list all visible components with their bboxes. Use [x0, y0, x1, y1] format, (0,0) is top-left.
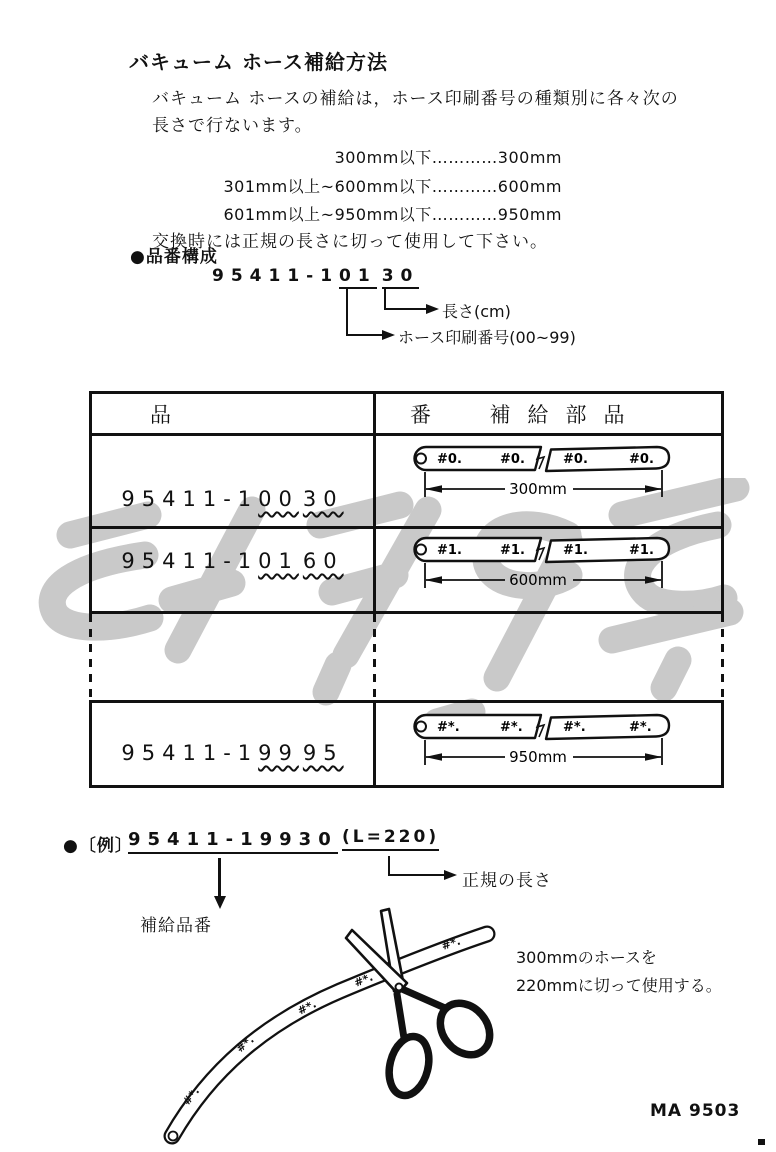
- scissors-illustration: [140, 903, 510, 1152]
- hose-marking: #0.: [629, 452, 654, 467]
- row3-part-group2: 95: [302, 741, 344, 765]
- table-border-right-dashed: [721, 614, 724, 700]
- supply-part-label: 補給品番: [140, 916, 212, 936]
- dim-arrow-right: [645, 753, 662, 761]
- page-title: バキューム ホース補給方法: [129, 50, 388, 74]
- table-rule-row2: [89, 611, 724, 614]
- example-length-value: [342, 827, 439, 847]
- dim-arrow-left: [425, 485, 442, 493]
- hose-end-opening: [169, 1132, 178, 1141]
- hose-marking: #1.: [437, 543, 462, 558]
- table-border-bottom: [89, 785, 724, 788]
- dim-arrow-left: [425, 576, 442, 584]
- print-no-connector-horizontal: [346, 334, 382, 336]
- table-border-right-lower: [721, 700, 724, 788]
- example-length-value-text: (L=220): [342, 827, 439, 851]
- regular-length-vertical: [388, 856, 390, 876]
- regular-length-label: 正規の長さ: [462, 871, 552, 891]
- row2-part-group2: 60: [302, 549, 344, 573]
- table-header-col2: 補給部品: [489, 402, 642, 427]
- dimension-label: 600mm: [509, 571, 567, 589]
- svg-text:#*.: #*.: [295, 997, 319, 1018]
- length-arrow-icon: [426, 304, 439, 314]
- regular-length-arrow-icon: [444, 870, 457, 880]
- dimension-label: 950mm: [509, 748, 567, 766]
- svg-text:#*.: #*.: [233, 1033, 257, 1056]
- row2-part-prefix: 95411-1: [121, 549, 259, 573]
- example-bullet: ●〔例〕: [63, 836, 133, 856]
- hose-marking: #*.: [500, 720, 523, 735]
- hose-diagram-row3: [405, 713, 680, 771]
- intro-line-2: 長さで行ないます。: [152, 116, 313, 136]
- length-label: 長さ(cm): [442, 302, 511, 321]
- length-rule-1: 300mm以下…………300mm: [334, 148, 562, 167]
- table-rule-row1: [89, 526, 724, 529]
- header-hinban-right: 番: [410, 402, 431, 427]
- hose-marking: #1.: [563, 543, 588, 558]
- scissors-ring-2: [383, 1032, 434, 1099]
- print-number-label: ホース印刷番号(00~99): [398, 328, 576, 347]
- hose-marking: #1.: [500, 543, 525, 558]
- table-row2-part-number: [92, 549, 373, 573]
- row2-part-group1: 01: [258, 549, 299, 573]
- length-rule-list: [200, 144, 562, 230]
- intro-line-1: バキューム ホースの補給は，ホース印刷番号の種類別に各々次の: [152, 89, 679, 109]
- hose-marking: #*.: [629, 720, 652, 735]
- example-part-number: [128, 829, 338, 850]
- scissors-handle-shaft-2: [397, 994, 404, 1038]
- parts-table: [89, 391, 724, 788]
- hose-end-opening: [416, 454, 426, 464]
- row3-part-group1: 99: [258, 741, 299, 765]
- print-no-arrow-icon: [382, 330, 395, 340]
- table-column-divider-lower: [373, 700, 376, 788]
- scan-corner-mark: [758, 1139, 765, 1145]
- table-row1-part-number: [92, 487, 373, 511]
- svg-text:#*.: #*.: [352, 970, 375, 990]
- table-column-divider-dashed: [373, 614, 376, 700]
- hose-marking: #*.: [437, 720, 460, 735]
- part-structure-heading: ●品番構成: [130, 247, 218, 267]
- table-header-rule: [89, 433, 724, 436]
- hose-diagram-row1: [405, 445, 680, 503]
- hose-marking: #0.: [437, 452, 462, 467]
- header-hinban-left: 品: [150, 402, 171, 427]
- hose-marking: #0.: [500, 452, 525, 467]
- table-rule-gap: [89, 700, 724, 703]
- doc-code: MA 9503: [650, 1101, 741, 1121]
- hose-marking: #0.: [563, 452, 588, 467]
- part-structure-number: [212, 266, 419, 286]
- part-structure-prefix: 95411-1: [212, 266, 340, 286]
- row3-part-prefix: 95411-1: [121, 741, 259, 765]
- example-part-number-text: 95411-19930: [128, 829, 338, 854]
- hose-diagram-row2: [405, 536, 680, 594]
- length-connector-vertical: [384, 288, 386, 310]
- dimension-label: 300mm: [509, 480, 567, 498]
- row1-part-group1: 00: [258, 487, 299, 511]
- example-arrow-vertical: [218, 858, 221, 898]
- hose-end-opening: [416, 545, 426, 555]
- svg-text:#*.: #*.: [439, 934, 463, 953]
- part-structure-length-digits: 30: [382, 266, 420, 289]
- scissors-pivot: [396, 984, 403, 991]
- length-rule-2: 301mm以上~600mm以下…………600mm: [223, 176, 562, 196]
- part-structure-print-digits: 01: [339, 266, 377, 289]
- print-no-connector-vertical: [346, 288, 348, 336]
- svg-text:#*.: #*.: [180, 1084, 203, 1108]
- usage-note-line-1: 300mmのホースを: [516, 948, 657, 967]
- replacement-note: 交換時には正規の長さに切って使用して下さい。: [152, 232, 548, 252]
- dim-arrow-right: [645, 485, 662, 493]
- row1-part-group2: 30: [302, 487, 344, 511]
- length-connector-horizontal: [384, 308, 426, 310]
- dim-arrow-right: [645, 576, 662, 584]
- usage-note-line-2: 220mmに切って使用する。: [516, 976, 722, 995]
- dim-arrow-left: [425, 753, 442, 761]
- scissors-handle-shaft-1: [402, 989, 445, 1008]
- table-row3-part-number: [92, 741, 373, 765]
- length-rule-3: 601mm以上~950mm以下…………950mm: [223, 205, 562, 224]
- table-border-left-dashed: [89, 614, 92, 700]
- row1-part-prefix: 95411-1: [121, 487, 259, 511]
- hose-marking: #1.: [629, 543, 654, 558]
- hose-end-opening: [416, 722, 426, 732]
- hose-marking: #*.: [563, 720, 586, 735]
- regular-length-horizontal: [388, 874, 444, 876]
